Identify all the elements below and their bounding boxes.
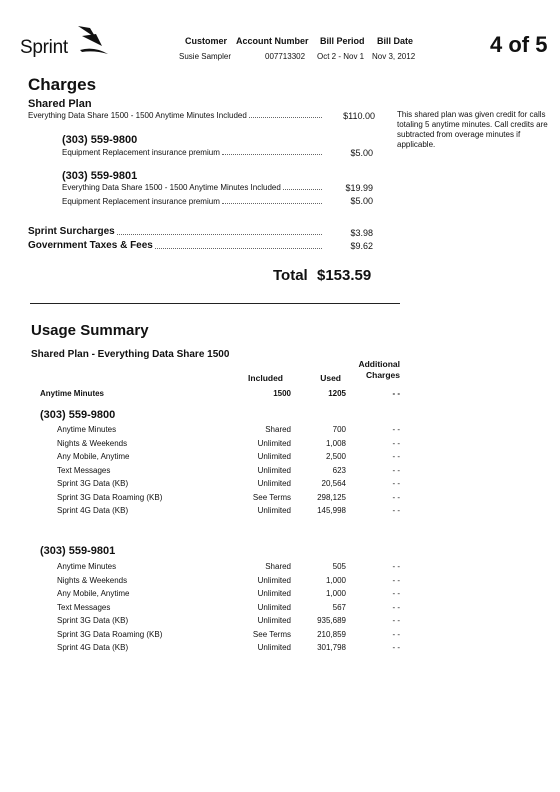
usage-cell-included: Unlimited	[257, 479, 291, 488]
page-number: 4 of 5	[490, 32, 548, 57]
date-value: Nov 3, 2012	[372, 52, 416, 61]
usage-cell-additional: - -	[392, 575, 400, 585]
usage-cell-additional: - -	[392, 425, 400, 434]
usage-cell-used: 1,008	[325, 438, 346, 448]
usage-cell-name: Sprint 4G Data (KB)	[57, 643, 129, 652]
usage-row	[0, 493, 560, 506]
col-header-used: Used	[320, 373, 341, 383]
credit-note: This shared plan was given credit for calls totaling 5 anytime minutes. Call credits are subtracted from overage minutes if applicable.	[397, 110, 548, 149]
usage-row	[0, 506, 560, 519]
date-label: Bill Date	[377, 36, 414, 46]
usage-cell-additional: - -	[392, 492, 400, 502]
usage-cell-additional: - -	[392, 602, 400, 612]
col-header-additional-2: Charges	[365, 370, 400, 380]
usage-cell-included: Unlimited	[257, 575, 291, 585]
usage-row	[0, 630, 560, 643]
usage-cell-used: 145,998	[317, 506, 346, 515]
usage-cell-included: Shared	[265, 562, 291, 571]
usage-cell-additional: - -	[392, 589, 400, 598]
usage-cell-included: Unlimited	[257, 589, 291, 598]
usage-cell-additional: - -	[392, 465, 400, 475]
col-header-additional-1: Additional	[358, 359, 400, 369]
usage-cell-additional: - -	[392, 629, 400, 639]
taxes-row: Government Taxes & Fees	[28, 240, 324, 251]
period-label: Bill Period	[320, 36, 365, 46]
usage-cell-used: 1,000	[325, 589, 346, 598]
usage-cell-name: Sprint 3G Data (KB)	[57, 479, 129, 488]
usage-cell-additional: - -	[392, 452, 400, 461]
usage-cell-included: See Terms	[252, 629, 291, 639]
charge-line-9801-insurance: Equipment Replacement insurance premium	[62, 197, 324, 206]
total-amount: $153.59	[317, 267, 372, 284]
charges-phone-9800: (303) 559-9800	[62, 134, 138, 146]
surcharges-amount: $3.98	[350, 228, 373, 238]
usage-cell-used: 623	[332, 465, 346, 475]
usage-cell-included: Unlimited	[257, 438, 291, 448]
usage-cell-included: Unlimited	[257, 602, 291, 612]
usage-row	[0, 589, 560, 602]
usage-cell-name: Sprint 3G Data (KB)	[57, 616, 129, 625]
logo-text: Sprint	[20, 37, 68, 58]
charge-amount-9800-insurance: $5.00	[350, 148, 373, 158]
shared-plan-title: Shared Plan	[28, 98, 92, 110]
usage-cell-name: Nights & Weekends	[57, 575, 128, 585]
usage-cell-used: 505	[332, 562, 346, 571]
usage-cell-additional: - -	[392, 643, 400, 652]
usage-row	[0, 576, 560, 589]
usage-row	[0, 562, 560, 575]
usage-cell-used: 1,000	[325, 575, 346, 585]
usage-cell-name: Nights & Weekends	[57, 438, 128, 448]
usage-cell-name: Anytime Minutes	[57, 562, 117, 571]
shared-plan-amount: $110.00	[343, 111, 375, 121]
usage-cell-used: 210,859	[317, 629, 346, 639]
usage-row	[0, 616, 560, 629]
usage-row	[0, 425, 560, 438]
usage-cell-name: Text Messages	[57, 465, 111, 475]
usage-cell-additional: - -	[392, 616, 400, 625]
usage-cell-name: Any Mobile, Anytime	[57, 589, 130, 598]
usage-row	[0, 479, 560, 492]
usage-phone-9800: (303) 559-9800	[40, 409, 116, 421]
usage-cell-name: Anytime Minutes	[57, 425, 117, 434]
account-label: Account Number	[236, 36, 309, 46]
usage-cell-name: Text Messages	[57, 602, 111, 612]
usage-cell-used: 20,564	[321, 479, 346, 488]
shared-plan-desc: Everything Data Share 1500 - 1500 Anytime Minutes Included	[28, 111, 247, 120]
section-divider	[30, 303, 400, 304]
usage-cell-included: Unlimited	[257, 616, 291, 625]
usage-phone-9801: (303) 559-9801	[40, 545, 116, 557]
customer-value: Susie Sampler	[179, 52, 232, 61]
customer-label: Customer	[185, 36, 228, 46]
charges-phone-9801: (303) 559-9801	[62, 170, 138, 182]
usage-title: Usage Summary	[31, 322, 149, 339]
shared-plan-line	[28, 111, 324, 120]
usage-row	[0, 643, 560, 656]
usage-cell-included: Unlimited	[257, 643, 291, 652]
charge-amount-9801-insurance: $5.00	[350, 196, 373, 206]
usage-cell-additional: - -	[392, 479, 400, 488]
period-value: Oct 2 - Nov 1	[317, 52, 365, 61]
surcharges-row: Sprint Surcharges	[28, 226, 324, 237]
taxes-amount: $9.62	[350, 241, 373, 251]
charge-line-9800-insurance: Equipment Replacement insurance premium	[62, 148, 324, 157]
charges-title: Charges	[28, 75, 97, 94]
sprint-swoosh-icon	[76, 24, 110, 58]
usage-cell-name: Sprint 4G Data (KB)	[57, 506, 129, 515]
usage-cell-included: Shared	[265, 425, 291, 434]
usage-cell-used: 935,689	[317, 616, 346, 625]
usage-cell-included: See Terms	[252, 492, 291, 502]
usage-cell-included: Unlimited	[257, 506, 291, 515]
usage-row	[0, 439, 560, 452]
usage-cell-included: Unlimited	[257, 465, 291, 475]
col-header-included: Included	[248, 373, 283, 383]
usage-cell-additional: - -	[392, 562, 400, 571]
usage-cell-name: Sprint 3G Data Roaming (KB)	[57, 629, 163, 639]
account-value: 007713302	[265, 52, 306, 61]
anytime-summary-row: Anytime Minutes 1500 1205 - -	[40, 389, 400, 398]
usage-cell-used: 2,500	[325, 452, 346, 461]
usage-subtitle: Shared Plan - Everything Data Share 1500	[31, 349, 230, 360]
usage-cell-additional: - -	[392, 506, 400, 515]
charge-line-9801-plan: Everything Data Share 1500 - 1500 Anytime Minutes Included	[62, 183, 324, 192]
sprint-logo	[20, 28, 110, 62]
usage-cell-used: 700	[332, 425, 346, 434]
usage-cell-used: 567	[332, 602, 346, 612]
usage-row	[0, 452, 560, 465]
usage-cell-name: Sprint 3G Data Roaming (KB)	[57, 492, 163, 502]
usage-row	[0, 603, 560, 616]
usage-cell-included: Unlimited	[257, 452, 291, 461]
usage-cell-name: Any Mobile, Anytime	[57, 452, 130, 461]
usage-cell-used: 298,125	[317, 492, 346, 502]
usage-row	[0, 466, 560, 479]
total-label: Total	[273, 267, 308, 284]
charge-amount-9801-plan: $19.99	[345, 183, 373, 193]
usage-cell-additional: - -	[392, 438, 400, 448]
usage-cell-used: 301,798	[317, 643, 346, 652]
